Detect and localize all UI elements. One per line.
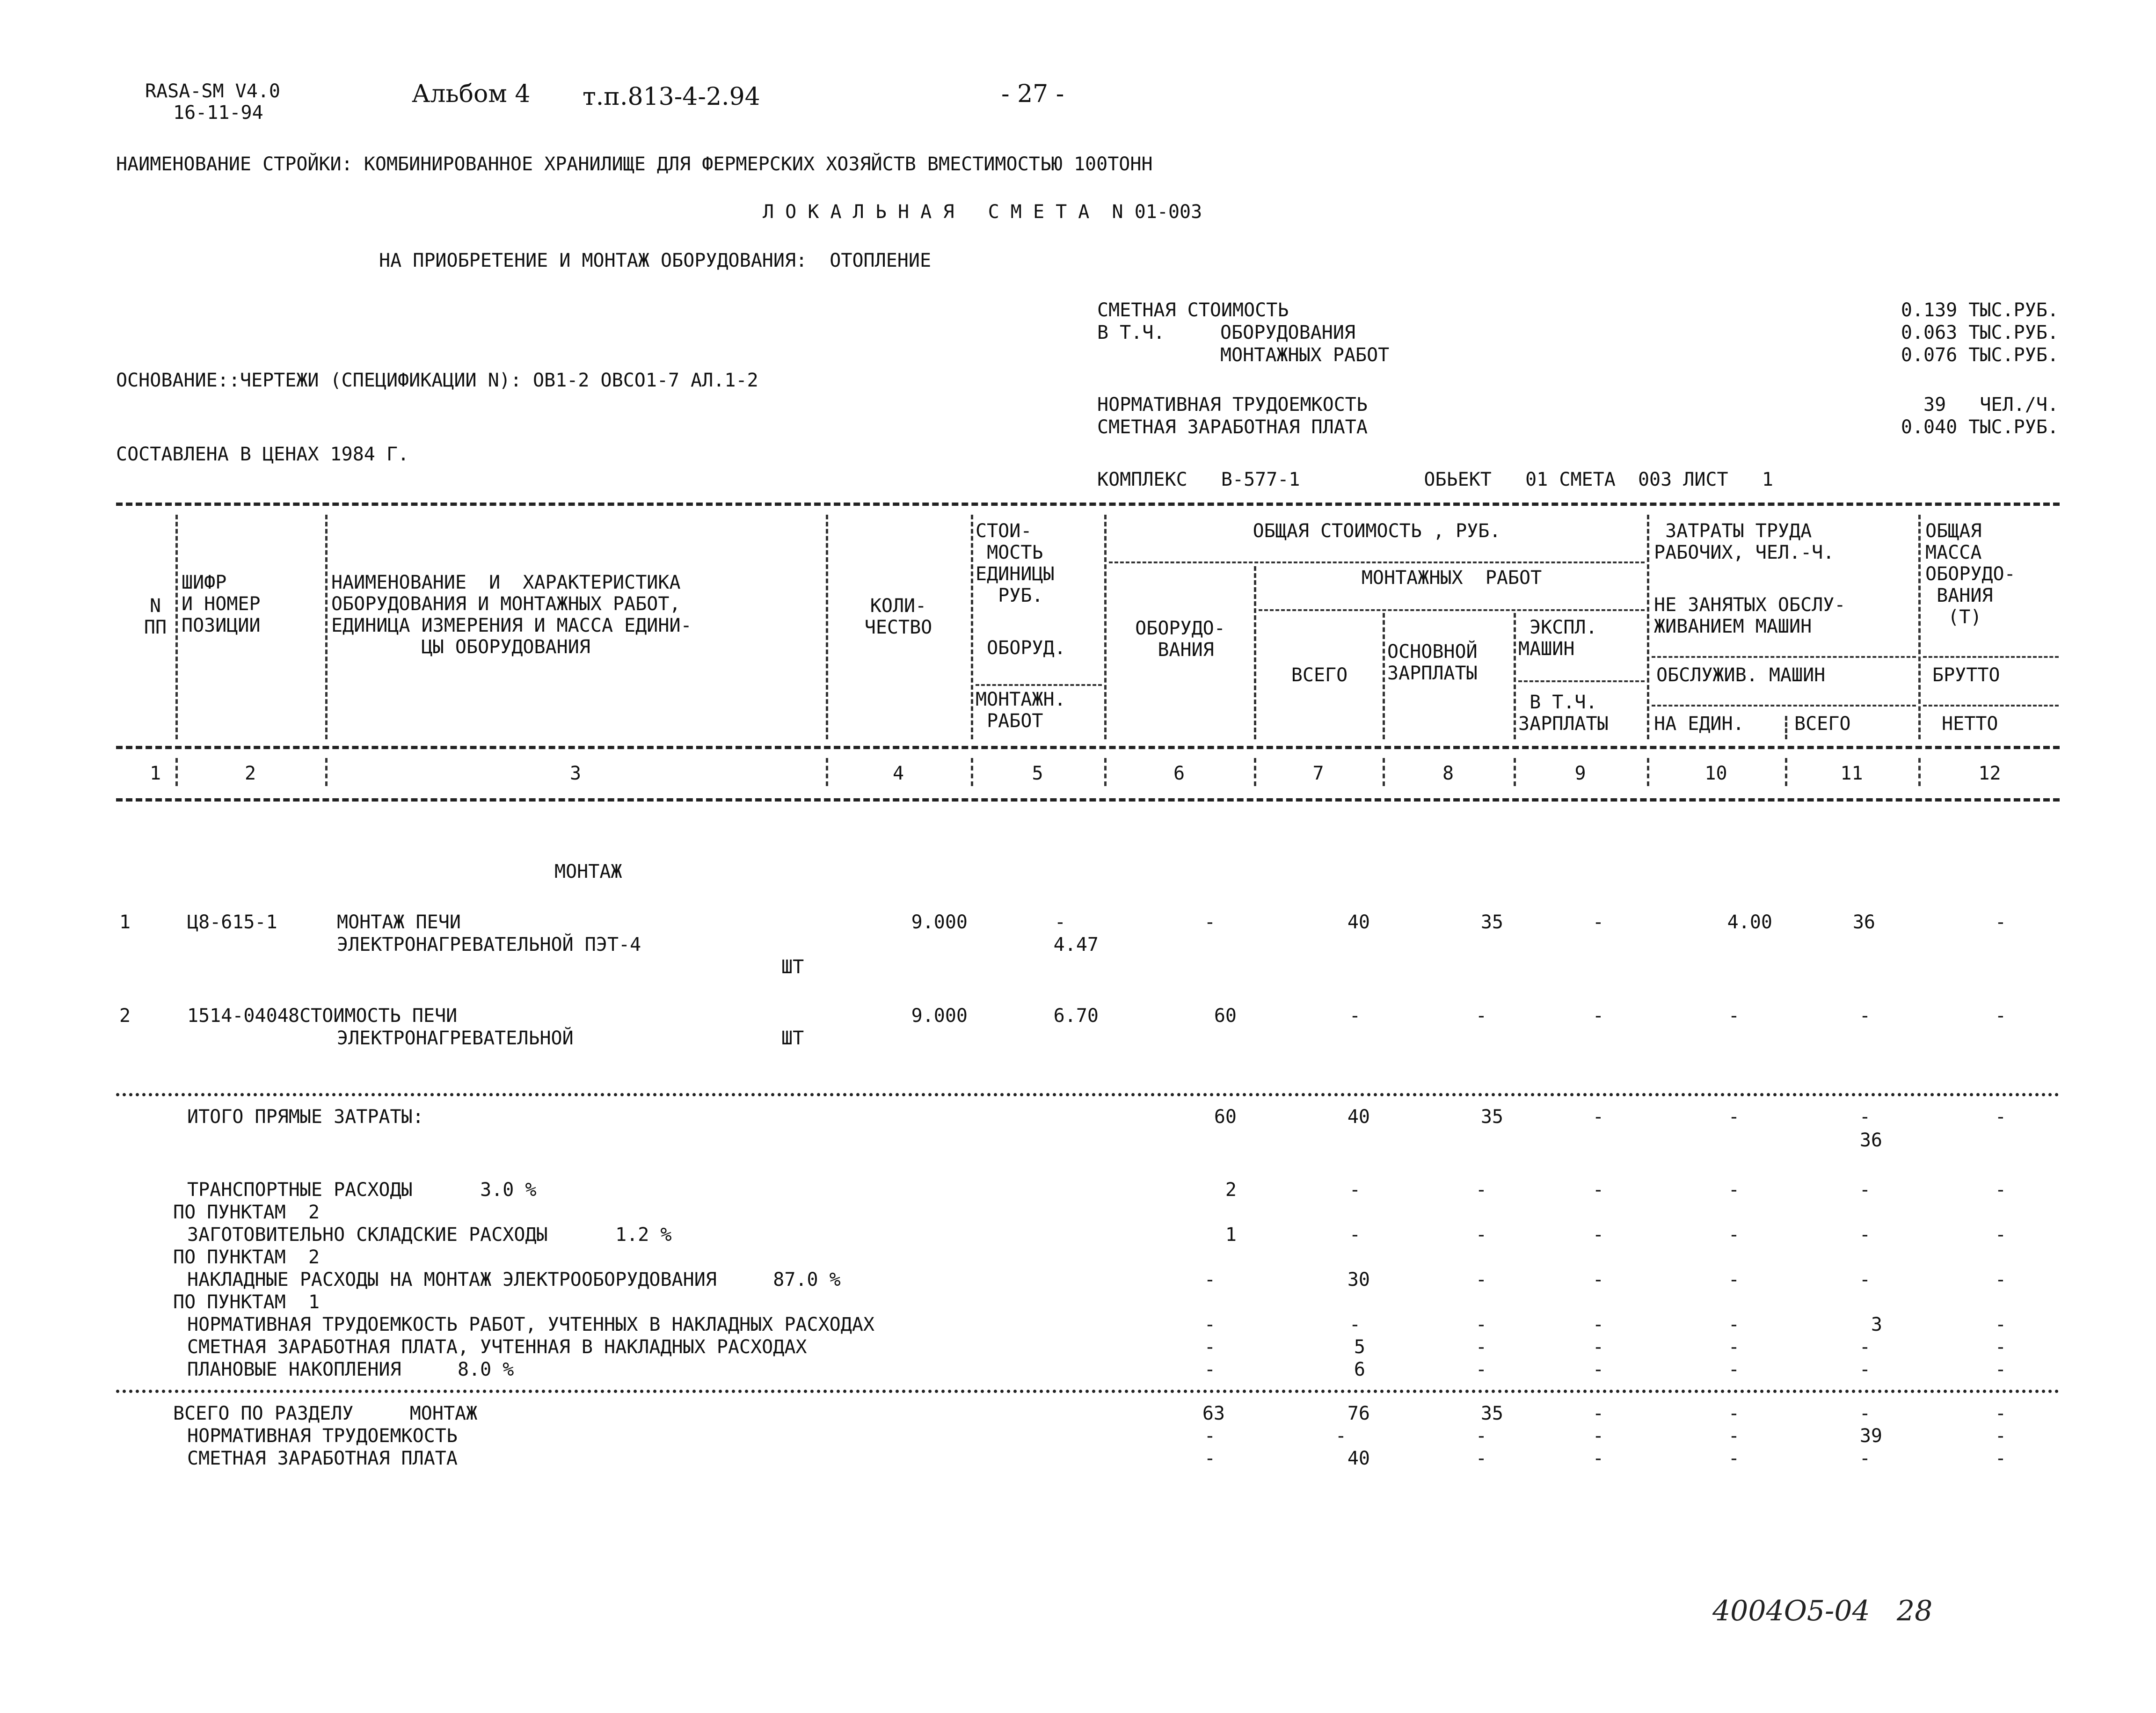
col-number: 11: [1840, 763, 1863, 784]
direct-costs-label: ИТОГО ПРЯМЫЕ ЗАТРАТЫ:: [187, 1106, 424, 1128]
summary-wage-value: 0.040 ТЫС.РУБ.: [1901, 416, 2059, 438]
total-labor-all: 39: [1859, 1425, 1882, 1447]
header-unit-install: МОНТАЖН. РАБОТ: [976, 689, 1066, 732]
summary-equip-value: 0.063 ТЫС.РУБ.: [1901, 322, 2059, 343]
total-all: 40: [1347, 1448, 1370, 1469]
overhead-label: НАКЛАДНЫЕ РАСХОДЫ НА МОНТАЖ ЭЛЕКТРООБОРУДОВАНИЯ 87.0 %: [187, 1269, 841, 1290]
col-divider: [826, 758, 828, 786]
overhead-sub-label: ПО ПУНКТАМ 2: [173, 1246, 320, 1268]
col-divider: [1785, 758, 1787, 786]
overhead-base-wage: -: [1475, 1269, 1487, 1290]
direct-base-wage: 35: [1480, 1106, 1503, 1128]
overhead-labor-all: -: [1859, 1269, 1871, 1290]
overhead-mass: -: [1995, 1179, 2006, 1201]
header-net: НЕТТО: [1942, 713, 1998, 735]
header-subrule: [1652, 705, 1916, 707]
overhead-labor-unit: -: [1728, 1336, 1740, 1358]
col-number: 1: [149, 763, 161, 784]
section-total-rule: [116, 1390, 2060, 1393]
total-labor-all: -: [1859, 1403, 1871, 1424]
overhead-all: -: [1349, 1314, 1361, 1335]
header-base-wage: ОСНОВНОЙ ЗАРПЛАТЫ: [1387, 641, 1478, 684]
total-labor-all: -: [1859, 1448, 1871, 1469]
prices-line: СОСТАВЛЕНА В ЦЕНАХ 1984 Г.: [116, 444, 409, 465]
total-equip: -: [1204, 1448, 1216, 1469]
overhead-sub-label: ПО ПУНКТАМ 2: [173, 1202, 320, 1223]
overhead-all: -: [1349, 1224, 1361, 1246]
summary-incl-label: В Т.Ч.: [1097, 322, 1165, 343]
direct-labor-all-value: 36: [1859, 1130, 1882, 1151]
total-labor-unit: -: [1728, 1403, 1740, 1424]
overhead-machines: -: [1592, 1224, 1604, 1246]
total-base-wage: -: [1475, 1448, 1487, 1469]
overhead-label: НОРМАТИВНАЯ ТРУДОЕМКОСТЬ РАБОТ, УЧТЕННЫХ В НАКЛАДНЫХ РАСХОДАХ: [187, 1314, 875, 1335]
col-divider: [1647, 515, 1649, 739]
total-mass: -: [1995, 1425, 2006, 1447]
direct-all: 40: [1347, 1106, 1370, 1128]
summary-equip-label: ОБОРУДОВАНИЯ: [1220, 322, 1355, 343]
header-code: ШИФР И НОМЕР ПОЗИЦИИ: [182, 572, 261, 636]
overhead-labor-unit: -: [1728, 1359, 1740, 1380]
page-number: - 27 -: [1001, 80, 1064, 108]
item-code: Ц8-615-1: [187, 911, 277, 933]
item-name: 8СТОИМОСТЬ ПЕЧИ: [288, 1005, 458, 1027]
col-divider: [1104, 515, 1107, 739]
total-machines: -: [1592, 1448, 1604, 1469]
direct-costs-rule: [116, 1093, 2060, 1096]
item-name: МОНТАЖ ПЕЧИ: [337, 911, 461, 933]
overhead-base-wage: -: [1475, 1314, 1487, 1335]
col-divider: [826, 515, 828, 739]
program-version: RASA-SM V4.0: [145, 80, 280, 102]
col-divider: [175, 758, 178, 786]
item-code: 1514-0404: [187, 1005, 289, 1027]
header-per-unit: НА ЕДИН.: [1654, 713, 1744, 735]
header-qty: КОЛИ- ЧЕСТВО: [864, 595, 932, 638]
item-qty: 9.000: [911, 911, 968, 933]
col-divider: [971, 515, 973, 739]
item-machines: -: [1592, 1005, 1604, 1027]
direct-labor-unit: -: [1728, 1106, 1740, 1128]
header-all-labor: ВСЕГО: [1794, 713, 1851, 735]
col-number: 2: [244, 763, 256, 784]
item-base-wage: -: [1475, 1005, 1487, 1027]
item-price-install: 4.47: [1053, 934, 1099, 955]
header-unit-cost: СТОИ- МОСТЬ ЕДИНИЦЫ РУБ.: [976, 520, 1055, 606]
overhead-base-wage: -: [1475, 1179, 1487, 1201]
item-all: -: [1349, 1005, 1361, 1027]
col-number: 8: [1442, 763, 1454, 784]
overhead-machines: -: [1592, 1179, 1604, 1201]
direct-labor-all: -: [1859, 1106, 1871, 1128]
item-labor-unit: -: [1728, 1005, 1740, 1027]
header-num: N ПП: [144, 595, 167, 638]
summary-labor-value: 39 ЧЕЛ./Ч.: [1923, 394, 2059, 415]
total-equip: 63: [1202, 1403, 1225, 1424]
overhead-mass: -: [1995, 1224, 2006, 1246]
total-all: -: [1335, 1425, 1347, 1447]
overhead-mass: -: [1995, 1314, 2006, 1335]
total-machines: -: [1592, 1425, 1604, 1447]
total-all: 76: [1347, 1403, 1370, 1424]
overhead-label: ТРАНСПОРТНЫЕ РАСХОДЫ 3.0 %: [187, 1179, 537, 1201]
header-not-busy: НЕ ЗАНЯТЫХ ОБСЛУ- ЖИВАНИЕМ МАШИН: [1654, 594, 1846, 637]
overhead-equip: -: [1204, 1314, 1216, 1335]
overhead-base-wage: -: [1475, 1224, 1487, 1246]
item-labor-all: 36: [1852, 911, 1875, 933]
total-label: СМЕТНАЯ ЗАРАБОТНАЯ ПЛАТА: [187, 1448, 458, 1469]
overhead-labor-all: -: [1859, 1359, 1871, 1380]
overhead-machines: -: [1592, 1359, 1604, 1380]
header-total-cost: ОБЩАЯ СТОИМОСТЬ , РУБ.: [1253, 520, 1501, 542]
overhead-machines: -: [1592, 1336, 1604, 1358]
col-divider: [1383, 613, 1385, 739]
overhead-labor-all: -: [1859, 1224, 1871, 1246]
overhead-label: СМЕТНАЯ ЗАРАБОТНАЯ ПЛАТА, УЧТЕННАЯ В НАКЛАДНЫХ РАСХОДАХ: [187, 1336, 807, 1358]
item-price-equip: 6.70: [1053, 1005, 1099, 1027]
overhead-machines: -: [1592, 1269, 1604, 1290]
col-divider: [1514, 613, 1516, 739]
item-unit: ШТ: [781, 956, 804, 978]
header-equip-total: ОБОРУДО- ВАНИЯ: [1135, 618, 1225, 661]
direct-machines: -: [1592, 1106, 1604, 1128]
header-gross: БРУТТО: [1932, 664, 2000, 686]
header-unit-equip: ОБОРУД.: [976, 637, 1066, 659]
header-mass: ОБЩАЯ МАССА ОБОРУДО- ВАНИЯ (Т): [1925, 520, 2016, 628]
col-divider: [1254, 758, 1256, 786]
item-equip-total: -: [1204, 911, 1216, 933]
overhead-labor-all: -: [1859, 1179, 1871, 1201]
estimate-title: Л О К А Л Ь Н А Я С М Е Т А N 01-003: [763, 201, 1202, 223]
header-top-rule: [116, 503, 2060, 506]
item-labor-all: -: [1859, 1005, 1871, 1027]
col-number: 9: [1574, 763, 1586, 784]
overhead-mass: -: [1995, 1269, 2006, 1290]
col-divider: [325, 758, 328, 786]
overhead-sub-label: ПО ПУНКТАМ 1: [173, 1291, 320, 1313]
col-divider: [1514, 758, 1516, 786]
header-labor: ЗАТРАТЫ ТРУДА РАБОЧИХ, ЧЕЛ.-Ч.: [1654, 520, 1835, 563]
item-qty: 9.000: [911, 1005, 968, 1027]
col-divider: [971, 758, 973, 786]
total-equip: -: [1204, 1425, 1216, 1447]
header-subrule: [1109, 561, 1645, 563]
summary-install-label: МОНТАЖНЫХ РАБОТ: [1220, 344, 1390, 366]
total-label: НОРМАТИВНАЯ ТРУДОЕМКОСТЬ: [187, 1425, 458, 1447]
basis-line: ОСНОВАНИЕ::ЧЕРТЕЖИ (СПЕЦИФИКАЦИИ N): ОВ1-2 ОВСО1-7 АЛ.1-2: [116, 370, 758, 391]
item-name-cont: ЭЛЕКТРОНАГРЕВАТЕЛЬНОЙ ПЭТ-4: [337, 934, 641, 955]
header-machines-wage: В Т.Ч. ЗАРПЛАТЫ: [1518, 692, 1609, 735]
header-subrule: [1518, 680, 1645, 682]
total-base-wage: -: [1475, 1425, 1487, 1447]
header-subrule: [1923, 705, 2059, 707]
header-subrule: [1259, 609, 1645, 611]
overhead-equip: -: [1204, 1269, 1216, 1290]
item-mass: -: [1995, 911, 2006, 933]
item-labor-unit: 4.00: [1727, 911, 1772, 933]
col-number: 5: [1032, 763, 1043, 784]
total-labor-unit: -: [1728, 1425, 1740, 1447]
complex-line: КОМПЛЕКС В-577-1 ОБЬЕКТ 01 СМЕТА 003 ЛИСТ 1: [1097, 469, 1773, 490]
overhead-all: 6: [1354, 1359, 1365, 1380]
print-date: 16-11-94: [173, 102, 263, 124]
summary-wage-label: СМЕТНАЯ ЗАРАБОТНАЯ ПЛАТА: [1097, 416, 1368, 438]
item-unit: ШТ: [781, 1028, 804, 1049]
construction-title: НАИМЕНОВАНИЕ СТРОЙКИ: КОМБИНИРОВАННОЕ ХРАНИЛИЩЕ ДЛЯ ФЕРМЕРСКИХ ХОЗЯЙСТВ ВМЕСТИМОСТЬЮ 100ТОНН: [116, 153, 1153, 175]
col-divider: [175, 515, 178, 739]
col-divider: [1647, 758, 1649, 786]
col-divider: [325, 515, 328, 739]
header-machines: ЭКСПЛ. МАШИН: [1518, 617, 1597, 660]
overhead-mass: -: [1995, 1336, 2006, 1358]
total-mass: -: [1995, 1403, 2006, 1424]
overhead-label: ЗАГОТОВИТЕЛЬНО СКЛАДСКИЕ РАСХОДЫ 1.2 %: [187, 1224, 672, 1246]
summary-install-value: 0.076 ТЫС.РУБ.: [1901, 344, 2059, 366]
total-labor-unit: -: [1728, 1448, 1740, 1469]
overhead-all: 30: [1347, 1269, 1370, 1290]
overhead-machines: -: [1592, 1314, 1604, 1335]
summary-cost-label: СМЕТНАЯ СТОИМОСТЬ: [1097, 299, 1289, 321]
item-machines: -: [1592, 911, 1604, 933]
direct-mass: -: [1995, 1106, 2006, 1128]
overhead-labor-unit: -: [1728, 1269, 1740, 1290]
overhead-all: 5: [1354, 1336, 1365, 1358]
col-number: 4: [892, 763, 904, 784]
col-number: 10: [1704, 763, 1727, 784]
handwritten-stamp: 4004О5-04 28: [1712, 1595, 1933, 1627]
header-serving: ОБСЛУЖИВ. МАШИН: [1656, 664, 1826, 686]
overhead-labor-unit: -: [1728, 1179, 1740, 1201]
section-title: МОНТАЖ: [554, 861, 622, 882]
estimate-purpose: НА ПРИОБРЕТЕНИЕ И МОНТАЖ ОБОРУДОВАНИЯ: ОТОПЛЕНИЕ: [379, 250, 932, 271]
overhead-equip: -: [1204, 1336, 1216, 1358]
header-subrule: [1923, 656, 2059, 658]
overhead-labor-unit: -: [1728, 1224, 1740, 1246]
header-install-works: МОНТАЖНЫХ РАБОТ: [1361, 567, 1542, 589]
overhead-equip: 2: [1225, 1179, 1237, 1201]
overhead-label: ПЛАНОВЫЕ НАКОПЛЕНИЯ 8.0 %: [187, 1359, 514, 1380]
header-bottom-rule: [116, 798, 2060, 802]
header-subrule: [976, 684, 1102, 686]
col-divider: [1918, 758, 1921, 786]
col-number: 7: [1312, 763, 1324, 784]
col-number: 3: [569, 763, 582, 784]
project-code: т.п.813-4-2.94: [583, 83, 760, 111]
header-name: НАИМЕНОВАНИЕ И ХАРАКТЕРИСТИКА ОБОРУДОВАНИЯ И МОНТАЖНЫХ РАБОТ, ЕДИНИЦА ИЗМЕРЕНИЯ И МАССА ЕДИНИ- ЦЫ ОБОРУДОВАНИЯ: [331, 572, 692, 658]
total-mass: -: [1995, 1448, 2006, 1469]
overhead-base-wage: -: [1475, 1359, 1487, 1380]
item-all: 40: [1347, 911, 1370, 933]
header-all: ВСЕГО: [1291, 664, 1348, 686]
col-number: 12: [1978, 763, 2001, 784]
total-base-wage: 35: [1480, 1403, 1503, 1424]
item-number: 1: [119, 911, 131, 933]
overhead-labor-unit: -: [1728, 1314, 1740, 1335]
summary-cost-value: 0.139 ТЫС.РУБ.: [1901, 299, 2059, 321]
direct-equip: 60: [1214, 1106, 1237, 1128]
col-divider: [1383, 758, 1385, 786]
album-label: Альбом 4: [412, 80, 531, 108]
overhead-mass: -: [1995, 1359, 2006, 1380]
header-subrule: [1652, 656, 1916, 658]
total-machines: -: [1592, 1403, 1604, 1424]
overhead-labor-all: 3: [1871, 1314, 1882, 1335]
col-divider: [1785, 716, 1787, 739]
total-label: ВСЕГО ПО РАЗДЕЛУ МОНТАЖ: [173, 1403, 478, 1424]
item-equip-total: 60: [1214, 1005, 1237, 1027]
header-mid-rule: [116, 746, 2060, 749]
overhead-labor-all: -: [1859, 1336, 1871, 1358]
item-name-cont: ЭЛЕКТРОНАГРЕВАТЕЛЬНОЙ: [337, 1028, 574, 1049]
item-price-equip: -: [1054, 911, 1066, 933]
overhead-equip: -: [1204, 1359, 1216, 1380]
col-divider: [1254, 566, 1256, 739]
item-mass: -: [1995, 1005, 2006, 1027]
col-divider: [1104, 758, 1107, 786]
overhead-equip: 1: [1225, 1224, 1237, 1246]
overhead-all: -: [1349, 1179, 1361, 1201]
col-number: 6: [1173, 763, 1185, 784]
item-number: 2: [119, 1005, 131, 1027]
summary-labor-label: НОРМАТИВНАЯ ТРУДОЕМКОСТЬ: [1097, 394, 1368, 415]
col-divider: [1918, 515, 1921, 739]
item-base-wage: 35: [1480, 911, 1503, 933]
overhead-base-wage: -: [1475, 1336, 1487, 1358]
